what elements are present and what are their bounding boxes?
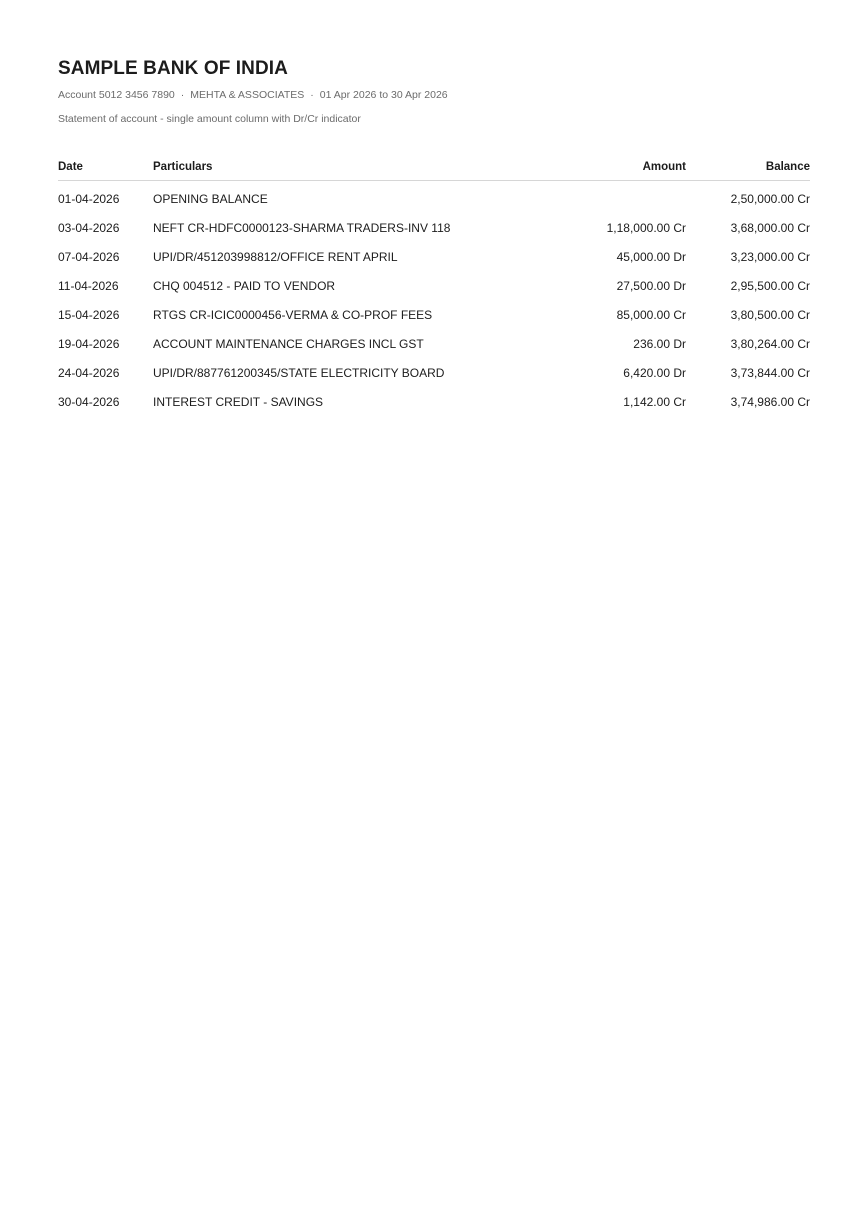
table-row	[58, 271, 810, 300]
statement-period: 01 Apr 2026 to 30 Apr 2026	[319, 89, 448, 101]
account-meta	[58, 89, 448, 101]
cell-balance: 3,23,000.00 Cr	[730, 249, 810, 264]
cell-balance: 2,95,500.00 Cr	[730, 278, 810, 293]
bank-name: SAMPLE BANK OF INDIA	[58, 58, 288, 79]
cell-amount: 1,142.00 Cr	[623, 394, 686, 409]
account-holder: MEHTA & ASSOCIATES	[190, 89, 305, 101]
cell-particulars: CHQ 004512 - PAID TO VENDOR	[153, 278, 336, 293]
cell-amount: 27,500.00 Dr	[616, 278, 686, 293]
cell-date: 24-04-2026	[58, 365, 120, 380]
cell-date: 07-04-2026	[58, 249, 120, 264]
cell-balance: 2,50,000.00 Cr	[730, 191, 810, 206]
table-header-row	[58, 153, 810, 181]
cell-particulars: NEFT CR-HDFC0000123-SHARMA TRADERS-INV 118	[153, 220, 451, 235]
statement-subtitle: Statement of account - single amount column with Dr/Cr indicator	[58, 113, 361, 125]
cell-balance: 3,80,264.00 Cr	[730, 336, 810, 351]
cell-amount: 45,000.00 Dr	[616, 249, 686, 264]
cell-particulars: OPENING BALANCE	[153, 191, 268, 206]
cell-particulars: ACCOUNT MAINTENANCE CHARGES INCL GST	[153, 336, 424, 351]
cell-particulars: RTGS CR-ICIC0000456-VERMA & CO-PROF FEES	[153, 307, 433, 322]
column-header-particulars: Particulars	[153, 153, 538, 181]
column-header-balance: Balance	[686, 153, 810, 181]
table-row	[58, 213, 810, 242]
cell-balance: 3,68,000.00 Cr	[730, 220, 810, 235]
cell-amount: 6,420.00 Dr	[623, 365, 686, 380]
table-row	[58, 181, 810, 214]
cell-particulars: UPI/DR/451203998812/OFFICE RENT APRIL	[153, 249, 398, 264]
cell-date: 01-04-2026	[58, 191, 120, 206]
cell-particulars: UPI/DR/887761200345/STATE ELECTRICITY BOARD	[153, 365, 445, 380]
cell-amount	[538, 181, 686, 214]
cell-balance: 3,73,844.00 Cr	[730, 365, 810, 380]
cell-amount: 236.00 Dr	[633, 336, 686, 351]
table-row	[58, 300, 810, 329]
column-header-amount: Amount	[538, 153, 686, 181]
table-row	[58, 242, 810, 271]
cell-date: 15-04-2026	[58, 307, 120, 322]
account-number: Account 5012 3456 7890	[58, 89, 175, 101]
table-row	[58, 358, 810, 387]
cell-date: 03-04-2026	[58, 220, 120, 235]
meta-separator: ·	[310, 89, 314, 101]
cell-amount: 85,000.00 Cr	[616, 307, 686, 322]
cell-date: 30-04-2026	[58, 394, 120, 409]
cell-particulars: INTEREST CREDIT - SAVINGS	[153, 394, 324, 409]
meta-separator: ·	[180, 89, 185, 101]
cell-date: 11-04-2026	[58, 278, 119, 293]
cell-balance: 3,74,986.00 Cr	[730, 394, 810, 409]
cell-date: 19-04-2026	[58, 336, 120, 351]
column-header-date: Date	[58, 153, 153, 181]
cell-amount: 1,18,000.00 Cr	[606, 220, 686, 235]
transactions-table	[58, 153, 810, 416]
table-row	[58, 329, 810, 358]
cell-balance: 3,80,500.00 Cr	[730, 307, 810, 322]
table-row	[58, 387, 810, 416]
